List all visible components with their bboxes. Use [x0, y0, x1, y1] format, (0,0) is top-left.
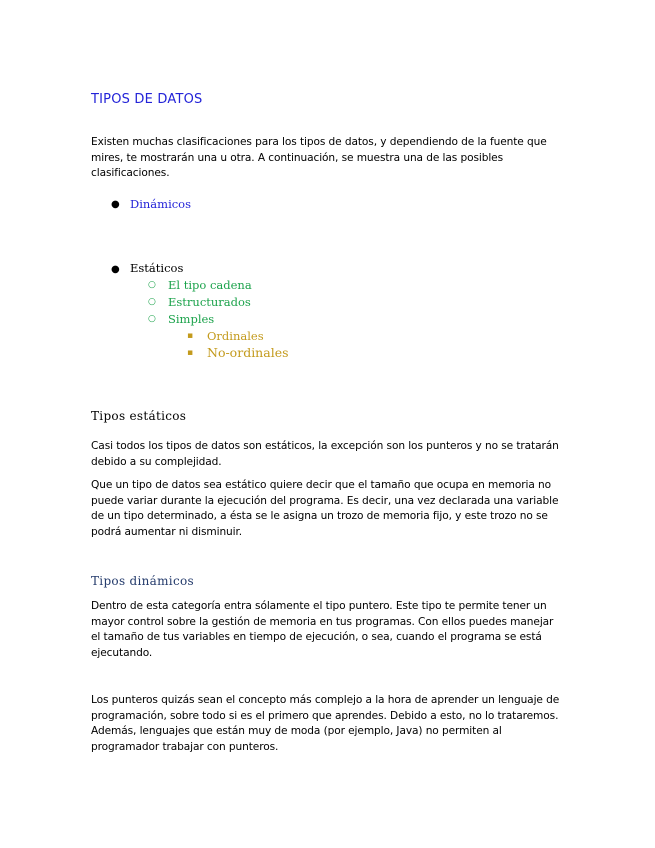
list-item-ordinales: Ordinales [207, 329, 264, 343]
dinamicos-paragraph-2: Los punteros quizás sean el concepto más complejo a la hora de aprender un lenguaje de programación, sobre todo si es el primero que aprendes. Debido a esto, no lo trataremos. Además, lenguajes que están muy de moda (por ejemplo, Java) no permiten al programador trabajar con punteros. [91, 694, 560, 753]
list-item-no-ordinales: No-ordinales [207, 345, 289, 360]
list-item-estaticos: Estáticos [130, 261, 184, 275]
section-heading-dinamicos: Tipos dinámicos [91, 574, 194, 588]
list-item-cadena: El tipo cadena [168, 278, 252, 292]
estaticos-paragraph-2: Que un tipo de datos sea estático quiere decir que el tamaño que ocupa en memoria no puede variar durante la ejecución del programa. Es decir, una vez declarada una variable de un tipo determinado, a ésta se le asigna un trozo de memoria fijo, y este trozo no se podrá aumentar ni disminuir. [91, 479, 559, 538]
list-item-estructurados: Estructurados [168, 295, 251, 309]
list-item-simples: Simples [168, 312, 215, 326]
intro-paragraph: Existen muchas clasificaciones para los tipos de datos, y dependiendo de la fuente que mires, te mostrarán una u otra. A continuación, se muestra una de las posibles clasificaciones. [91, 136, 547, 179]
section-heading-estaticos: Tipos estáticos [91, 409, 187, 423]
list-item-dinamicos: Dinámicos [130, 197, 192, 211]
bullet-disc-icon: ● [111, 264, 120, 275]
estaticos-paragraph-1: Casi todos los tipos de datos son estáticos, la excepción son los punteros y no se tratarán debido a su complejidad. [91, 440, 559, 468]
bullet-circle-icon: ○ [148, 280, 156, 290]
bullet-circle-icon: ○ [148, 297, 156, 307]
bullet-square-icon: ▪ [187, 348, 194, 358]
dinamicos-paragraph-1: Dentro de esta categoría entra sólamente el tipo puntero. Este tipo te permite tener un mayor control sobre la gestión de memoria en tus programas. Con ellos puedes manejar el tamaño de tus variables en tiempo de ejecución, o sea, cuando el programa se está ejecutando. [91, 600, 554, 659]
bullet-square-icon: ▪ [187, 331, 194, 341]
bullet-disc-icon: ● [111, 199, 120, 210]
bullet-circle-icon: ○ [148, 314, 156, 324]
page-title: TIPOS DE DATOS [91, 92, 203, 107]
